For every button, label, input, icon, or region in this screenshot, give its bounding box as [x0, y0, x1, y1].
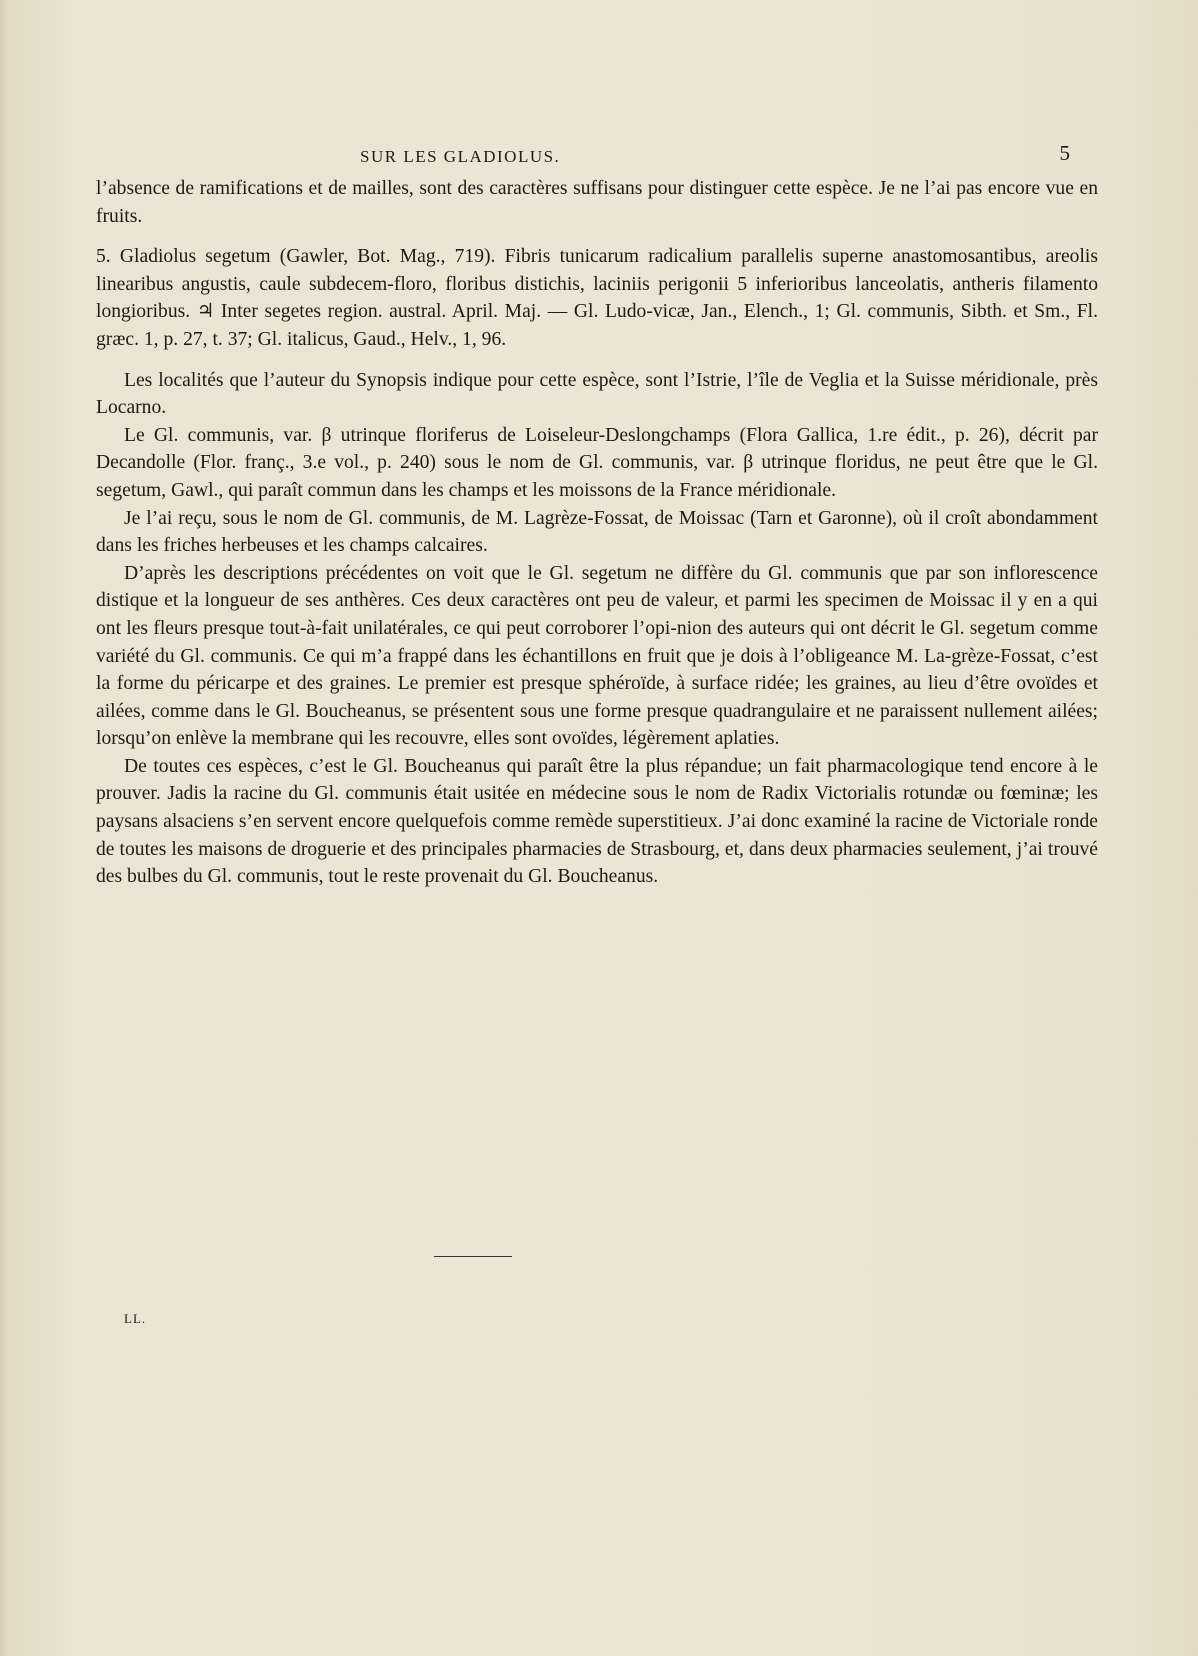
running-title: SUR LES GLADIOLUS. [360, 147, 561, 166]
paragraph-communis-variety: Le Gl. communis, var. β utrinque floriferus de Loiseleur-Deslongchamps (Flora Gallica, 1.re édit., p. 26), décrit par Decandolle (Flor. franç., 3.e vol., p. 240) sous le nom de Gl. communis, var. β utrinque floridus, ne peut être que le Gl. segetum, Gawl., qui paraît commun dans les champs et les moissons de la France méridionale. [96, 424, 1098, 501]
section-rule [434, 1256, 512, 1257]
paragraph-continuation: l’absence de ramifications et de mailles, sont des caractères suffisans pour distinguer cette espèce. Je ne l’ai pas encore vue en fruits. [96, 178, 1098, 227]
signature-mark: LL. [124, 1311, 147, 1326]
species-entry-gladiolus-segetum: 5. Gladiolus segetum (Gawler, Bot. Mag., 719). Fibris tunicarum radicalium parallelis superne anastomosantibus, areolis linearibus angustis, caule subdecem-floro, floribus distichis, laciniis perigonii 5 inferioribus lanceolatis, antheris filamento longioribus. ♃ Inter segetes region. austral. April. Maj. — Gl. Ludo-vicæ, Jan., Elench., 1; Gl. communis, Sibth. et Sm., Fl. græc. 1, p. 27, t. 37; Gl. italicus, Gaud., Helv., 1, 96. [96, 246, 1098, 350]
paragraph-moissac: Je l’ai reçu, sous le nom de Gl. communis, de M. Lagrèze-Fossat, de Moissac (Tarn et Garonne), où il croît abondamment dans les friches herbeuses et les champs calcaires. [96, 507, 1098, 557]
body-text [96, 175, 1098, 891]
paragraph-descriptions: D’après les descriptions précédentes on voit que le Gl. segetum ne diffère du Gl. communis que par son inflorescence distique et la longueur de ses anthères. Ces deux caractères ont peu de valeur, et parmi les specimen de Moissac il y en a qui ont les fleurs presque tout-à-fait unilatérales, ce qui peut corroborer l’opi-nion des auteurs qui ont décrit le Gl. segetum comme variété du Gl. communis. Ce qui m’a frappé dans les échantillons en fruit que je dois à l’obligeance M. La-grèze-Fossat, c’est la forme du péricarpe et des graines. Le premier est presque sphéroïde, à surface ridée; les graines, au lieu d’être ovoïdes et ailées, comme dans le Gl. Boucheanus, se présentent sous une forme presque quadrangulaire et ne paraissent nullement ailées; lorsqu’on enlève la membrane qui les recouvre, elles sont ovoïdes, légèrement aplaties. [96, 562, 1098, 750]
running-head [96, 141, 1096, 173]
page-number: 5 [1059, 141, 1070, 165]
page-edge-shadow [0, 0, 6, 1656]
paragraph-pharmacology: De toutes ces espèces, c’est le Gl. Boucheanus qui paraît être la plus répandue; un fait pharmacologique tend encore à le prouver. Jadis la racine du Gl. communis était usitée en médecine sous le nom de Radix Victorialis rotundæ ou fœminæ; les paysans alsaciens s’en servent encore quelquefois comme remède superstitieux. J’ai donc examiné la racine de Victoriale ronde de toutes les maisons de droguerie et des principales pharmacies de Strasbourg, et, dans deux pharmacies seulement, j’ai trouvé des bulbes du Gl. communis, tout le reste provenait du Gl. Boucheanus. [96, 755, 1098, 888]
paragraph-localities: Les localités que l’auteur du Synopsis indique pour cette espèce, sont l’Istrie, l’île de Veglia et la Suisse méridionale, près Locarno. [96, 369, 1098, 419]
